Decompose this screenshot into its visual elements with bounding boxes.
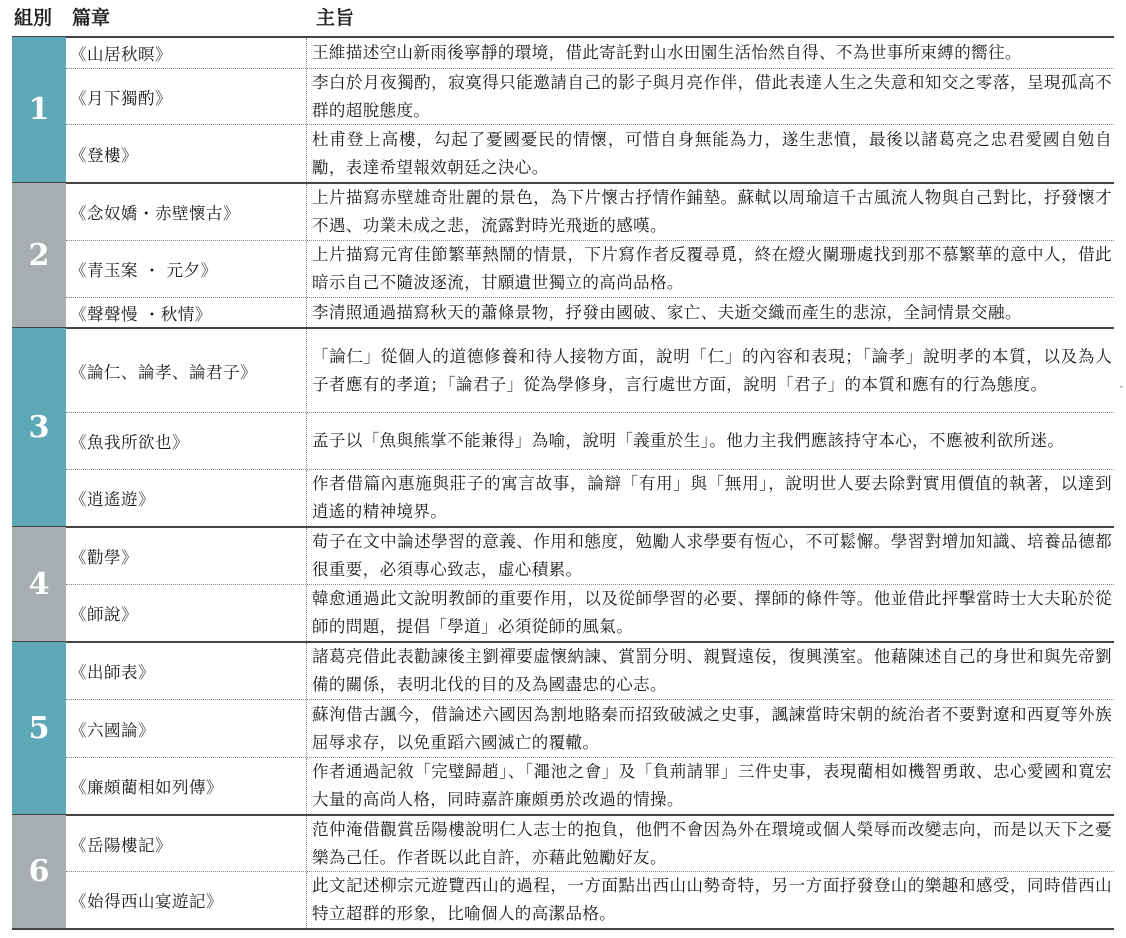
chapter-summary-text: 蘇洵借古諷今，借論述六國因為割地賂秦而招致破滅之史事，諷諫當時宋朝的統治者不要對遼和西夏等外族屈辱求存，以免重蹈六國滅亡的覆轍。 (312, 704, 1112, 752)
column-divider (306, 184, 307, 240)
column-divider (306, 329, 307, 412)
chapter-title: 《山居秋暝》 (70, 45, 172, 64)
chapter-summary (312, 643, 1112, 699)
table-row (66, 643, 1114, 699)
table-row (66, 699, 1114, 757)
chapter-summary (312, 298, 1112, 327)
column-divider (306, 413, 307, 469)
chapter-title: 《逍遙遊》 (70, 490, 155, 509)
chapter-summary (312, 470, 1112, 526)
chapter-summary-text: 作者通過記敘「完璧歸趙」、「澠池之會」及「負荊請罪」三件史事，表現藺相如機智勇敢、忠心愛國和寬宏大量的高尚人格，同時嘉許廉頗勇於改過的情操。 (312, 762, 1112, 809)
chapter-title: 《出師表》 (70, 663, 155, 682)
chapter-title: 《念奴嬌・赤壁懷古》 (70, 204, 240, 223)
chapter-title: 《廉頗藺相如列傳》 (70, 778, 223, 797)
chapter-summary (312, 184, 1112, 240)
chapter-title: 《魚我所欲也》 (70, 433, 189, 452)
chapter-summary-text: 此文記述柳宗元遊覽西山的過程，一方面點出西山山勢奇特，另一方面抒發登山的樂趣和感受，同時借西山特立超群的形象，比喻個人的高潔品格。 (312, 876, 1112, 923)
chapter-summary (312, 241, 1112, 297)
column-divider (306, 298, 307, 327)
chapter-summary (312, 872, 1112, 928)
group-number: 4 (12, 527, 66, 641)
chapter-summary-text: 孟子以「魚與熊掌不能兼得」為喻，說明「義重於生」。他力主我們應該持守本心，不應被利欲所迷。 (312, 431, 1065, 450)
chapter-summary (312, 69, 1112, 124)
column-divider (306, 241, 307, 297)
table-row (66, 124, 1114, 182)
table-row (66, 240, 1114, 297)
group-number: 2 (12, 183, 66, 327)
chapter-summary-text: 王維描述空山新雨後寧靜的環境，借此寄託對山水田園生活怡然自得、不為世事所束縛的嚮往。 (312, 43, 1022, 62)
table-row (66, 757, 1114, 814)
table-row (66, 584, 1114, 641)
stray-mark: ˏ (1119, 373, 1124, 389)
column-divider (306, 700, 307, 757)
chapter-summary-text: 荀子在文中論述學習的意義、作用和態度，勉勵人求學要有恆心，不可鬆懈。學習對增加知識、培養品德都很重要，必須專心致志，虛心積累。 (312, 532, 1112, 579)
group-number: 6 (12, 815, 66, 928)
column-divider (306, 585, 307, 641)
table-row (66, 184, 1114, 240)
chapter-summary-text: 杜甫登上高樓，勾起了憂國憂民的情懷，可惜自身無能為力，遂生悲憤，最後以諸葛亮之忠君愛國自勉自勵，表達希望報效朝廷之決心。 (312, 129, 1112, 177)
table-row (66, 412, 1114, 469)
chapter-summary-text: 諸葛亮借此表勸諫後主劉禪要虛懷納諫、賞罰分明、親賢遠佞，復興漢室。他藉陳述自己的身世和與先帝劉備的關係，表明北伐的目的及為國盡忠的心志。 (312, 647, 1112, 694)
chapter-summary-text: 李清照通過描寫秋天的蕭條景物，抒發由國破、家亡、夫逝交織而產生的悲涼，全詞情景交融。 (312, 302, 1022, 322)
chapter-summary (312, 528, 1112, 584)
column-divider (306, 872, 307, 928)
column-divider (306, 758, 307, 814)
chapter-summary (312, 329, 1112, 412)
chapter-title: 《岳陽樓記》 (70, 835, 172, 855)
group-number: 5 (12, 642, 66, 814)
column-divider (306, 528, 307, 584)
group-number: 3 (12, 328, 66, 526)
chapter-title: 《師說》 (70, 605, 138, 624)
chapter-summary (312, 700, 1112, 757)
chapter-title: 《青玉案 ・ 元夕》 (70, 261, 218, 280)
column-divider (306, 38, 307, 68)
chapter-summary (312, 816, 1112, 871)
column-divider (306, 125, 307, 182)
chapter-summary-text: 「論仁」從個人的道德修養和待人接物方面，說明「仁」的內容和表現；「論孝」說明孝的本質，以及為人子者應有的孝道；「論君子」從為學修身，言行處世方面，說明「君子」的本質和應有的行為態度。 (312, 346, 1112, 394)
table-row (66, 816, 1114, 871)
chapter-summary-text: 上片描寫元宵佳節繁華熱鬧的情景，下片寫作者反覆尋覓，終在燈火闌珊處找到那不慕繁華的意中人，借此暗示自己不隨波逐流，甘願遺世獨立的高尚品格。 (312, 245, 1112, 292)
chapter-summary-text: 李白於月夜獨酌，寂寞得只能邀請自己的影子與月亮作伴，借此表達人生之失意和知交之零落，呈現孤高不群的超脫態度。 (312, 72, 1112, 120)
chapter-summary-text: 作者借篇內惠施與莊子的寓言故事，論辯「有用」與「無用」，說明世人要去除對實用價值的執著，以達到逍遙的精神境界。 (312, 474, 1112, 521)
header-title-label: 篇章 (72, 7, 111, 29)
header-summary-label: 主旨 (316, 7, 355, 29)
chapter-title: 《始得西山宴遊記》 (70, 892, 223, 911)
table-row (66, 68, 1114, 124)
chapter-summary-text: 范仲淹借觀賞岳陽樓說明仁人志士的抱負，他們不會因為外在環境或個人榮辱而改變志向，而是以天下之憂樂為己任。作者既以此自許，亦藉此勉勵好友。 (312, 819, 1112, 867)
column-divider (306, 643, 307, 699)
chapter-title: 《聲聲慢 ・秋情》 (70, 304, 212, 324)
table-row (66, 329, 1114, 412)
chapter-summary-text: 上片描寫赤壁雄奇壯麗的景色，為下片懷古抒情作鋪墊。蘇軾以周瑜這千古風流人物與自己對比，抒發懷才不遇、功業未成之悲，流露對時光飛逝的感嘆。 (312, 188, 1112, 235)
chapter-summary (312, 125, 1112, 182)
chapter-title: 《六國論》 (70, 720, 155, 740)
chapter-title: 《勸學》 (70, 548, 138, 567)
column-divider (306, 816, 307, 871)
header-group-label: 組別 (14, 7, 53, 29)
table-bottom-rule (12, 928, 1114, 930)
column-divider (306, 470, 307, 526)
chapter-summary (312, 585, 1112, 641)
table-row (66, 297, 1114, 327)
chapter-title: 《月下獨酌》 (70, 88, 172, 108)
chapter-title: 《論仁、論孝、論君子》 (70, 362, 257, 382)
chapter-summary (312, 413, 1112, 469)
table-row (66, 38, 1114, 68)
table-row (66, 469, 1114, 526)
column-divider (306, 69, 307, 124)
chapter-summary (312, 758, 1112, 814)
chapter-summary (312, 38, 1112, 68)
table-row (66, 871, 1114, 928)
table-row (66, 528, 1114, 584)
chapter-summary-text: 韓愈通過此文說明教師的重要作用，以及從師學習的必要、擇師的條件等。他並借此抨擊當時士大夫恥於從師的問題，提倡「學道」必須從師的風氣。 (312, 589, 1112, 636)
chapter-title: 《登樓》 (70, 145, 138, 165)
group-number: 1 (12, 37, 66, 182)
